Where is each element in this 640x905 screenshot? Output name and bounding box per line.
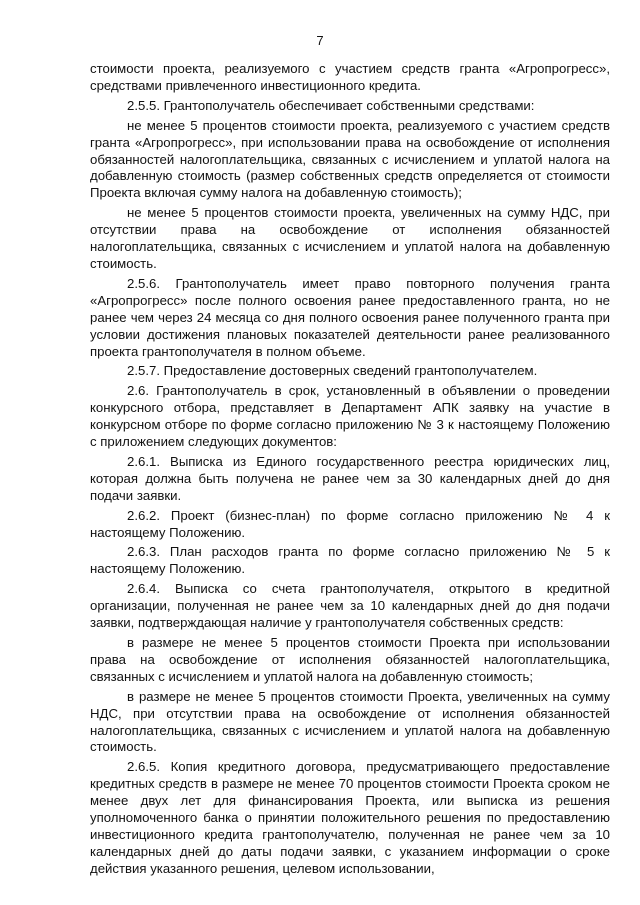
paragraph-continuation: стоимости проекта, реализуемого с участием средств гранта «Агропрогресс», средствами привлеченного инвестиционного кредита. [90,61,610,93]
paragraph-2-5-6: 2.5.6. Грантополучатель имеет право повторного получения гранта «Агропрогресс» после полного освоения ранее предоставленного гранта, но не ранее чем через 24 месяца со дня полного освоения ранее полученного гранта при условии достижения плановых показателей деятельности ранее реализованного проекта грантополучателя в полном объеме. [90,275,610,359]
document-body [90,61,610,881]
paragraph-2-5-5: 2.5.5. Грантополучатель обеспечивает собственными средствами: [127,97,535,113]
paragraph-2-6-1: 2.6.1. Выписка из Единого государственного реестра юридических лиц, которая должна быть получена не ранее чем за 30 календарных дней до дня подачи заявки. [90,453,610,503]
paragraph-2-6-2: 2.6.2. Проект (бизнес-план) по форме согласно приложению № 4 к настоящему Положению. [90,507,610,540]
paragraph-2-5-5-item-1: не менее 5 процентов стоимости проекта, реализуемого с участием средств гранта «Агропрогресс», при использовании права на освобождение от исполнения обязанностей налогоплательщика, связанных с исчислением и уплатой налога на добавленную стоимость (размер собственных средств определяется от стоимости Проекта включая сумму налога на добавленную стоимость); [90,117,610,201]
paragraph-2-6-3: 2.6.3. План расходов гранта по форме согласно приложению № 5 к настоящему Положению. [90,544,610,577]
paragraph-2-6-4: 2.6.4. Выписка со счета грантополучателя, открытого в кредитной организации, полученная не ранее чем за 10 календарных дней до дня подачи заявки, подтверждающая наличие у грантополучателя собственных средств: [90,581,610,631]
paragraph-2-5-5-item-2: не менее 5 процентов стоимости проекта, увеличенных на сумму НДС, при отсутствии права на освобождение от исполнения обязанностей налогоплательщика, связанных с исчислением и уплатой налога на добавленную стоимость. [90,205,610,271]
paragraph-2-6-4-item-2: в размере не менее 5 процентов стоимости Проекта, увеличенных на сумму НДС, при отсутствии права на освобождение от исполнения обязанностей налогоплательщика, связанных с исчислением и уплатой налога на добавленную стоимость. [90,688,610,755]
paragraph-2-6-4-item-1: в размере не менее 5 процентов стоимости Проекта при использовании права на освобождение от исполнения обязанностей налогоплательщика, связанных с исчислением и уплатой налога на добавленную стоимость; [90,635,610,684]
paragraph-2-6: 2.6. Грантополучатель в срок, установленный в объявлении о проведении конкурсного отбора, представляет в Департамент АПК заявку на участие в конкурсном отборе по форме согласно приложению № 3 к настоящему Положению с приложением следующих документов: [90,383,610,450]
paragraph-2-5-7: 2.5.7. Предоставление достоверных сведений грантополучателем. [127,363,538,379]
paragraph-2-6-5: 2.6.5. Копия кредитного договора, предусматривающего предоставление кредитных средств в размере не менее 70 процентов стоимости Проекта сроком не менее двух лет для финансирования Проекта, или выписка из решения уполномоченного банка о принятии положительного решения по предоставлению инвестиционного кредита грантополучателю, полученная не ранее чем за 10 календарных дней до даты подачи заявки, с указанием информации о сроке действия указанного решения, целевом использовании, [90,759,610,876]
page-number: 7 [316,33,324,48]
